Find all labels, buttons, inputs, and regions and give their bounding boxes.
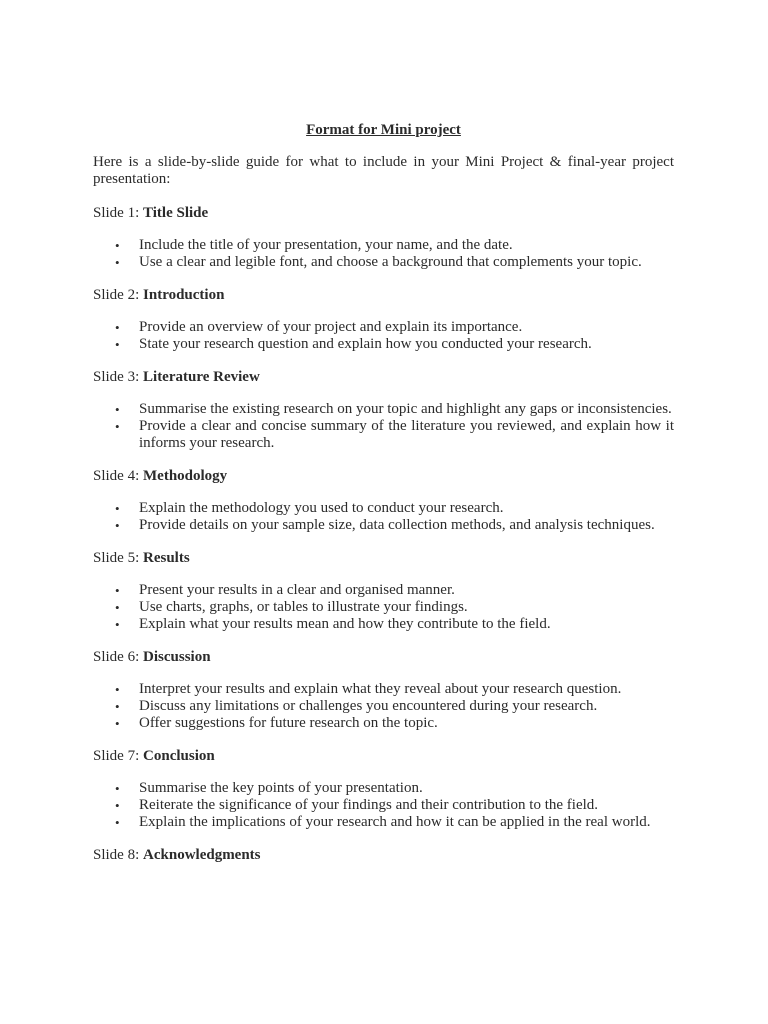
bullet-text: Explain the methodology you used to conduct your research. bbox=[139, 500, 504, 516]
bullet-icon: • bbox=[115, 255, 120, 270]
bullet-item bbox=[93, 599, 674, 616]
slide-heading bbox=[93, 846, 674, 864]
bullet-icon: • bbox=[115, 617, 120, 632]
bullet-icon: • bbox=[115, 501, 120, 516]
slide-name: Results bbox=[143, 550, 190, 566]
bullet-list bbox=[93, 582, 674, 633]
bullet-text: Reiterate the significance of your findings and their contribution to the field. bbox=[139, 797, 599, 813]
bullet-icon: • bbox=[115, 320, 120, 335]
bullet-list bbox=[93, 681, 674, 732]
slide-number-label: Slide 5: bbox=[93, 550, 144, 566]
bullet-text: Discuss any limitations or challenges you encountered during your research. bbox=[139, 698, 598, 714]
bullet-item bbox=[93, 582, 674, 599]
slide-section bbox=[93, 846, 674, 864]
slide-heading bbox=[93, 549, 674, 567]
bullet-item bbox=[93, 336, 674, 353]
bullet-item bbox=[93, 814, 674, 831]
bullet-text: Explain the implications of your research and how it can be applied in the real world. bbox=[139, 814, 651, 830]
bullet-item bbox=[93, 698, 674, 715]
bullet-item bbox=[93, 500, 674, 517]
slide-section bbox=[93, 467, 674, 534]
slide-name: Title Slide bbox=[143, 205, 209, 221]
bullet-text: Provide a clear and concise summary of the literature you reviewed, and explain how it informs your research. bbox=[139, 418, 674, 451]
bullet-text: Use charts, graphs, or tables to illustrate your findings. bbox=[139, 599, 468, 615]
bullet-text: Provide details on your sample size, data collection methods, and analysis techniques. bbox=[139, 517, 655, 533]
bullet-text: Provide an overview of your project and explain its importance. bbox=[139, 319, 523, 335]
slide-heading bbox=[93, 467, 674, 485]
bullet-icon: • bbox=[115, 798, 120, 813]
bullet-text: Include the title of your presentation, your name, and the date. bbox=[139, 237, 513, 253]
bullet-icon: • bbox=[115, 518, 120, 533]
slide-number-label: Slide 3: bbox=[93, 369, 144, 385]
bullet-icon: • bbox=[115, 682, 120, 697]
slide-section bbox=[93, 204, 674, 271]
bullet-icon: • bbox=[115, 600, 120, 615]
bullet-item bbox=[93, 616, 674, 633]
bullet-text: Explain what your results mean and how they contribute to the field. bbox=[139, 616, 551, 632]
bullet-icon: • bbox=[115, 583, 120, 598]
bullet-list bbox=[93, 500, 674, 534]
document-page bbox=[93, 121, 674, 879]
bullet-list bbox=[93, 237, 674, 271]
slide-number-label: Slide 6: bbox=[93, 649, 144, 665]
bullet-item bbox=[93, 401, 674, 418]
bullet-text: Summarise the key points of your presentation. bbox=[139, 780, 423, 796]
bullet-item bbox=[93, 254, 674, 271]
slide-name: Conclusion bbox=[143, 748, 215, 764]
bullet-item bbox=[93, 780, 674, 797]
bullet-text: State your research question and explain how you conducted your research. bbox=[139, 336, 592, 352]
bullet-text: Offer suggestions for future research on the topic. bbox=[139, 715, 438, 731]
bullet-icon: • bbox=[115, 699, 120, 714]
slide-section bbox=[93, 286, 674, 353]
slide-section bbox=[93, 648, 674, 732]
slide-number-label: Slide 2: bbox=[93, 287, 144, 303]
slide-heading bbox=[93, 204, 674, 222]
slide-name: Literature Review bbox=[143, 369, 260, 385]
bullet-item bbox=[93, 797, 674, 814]
slide-number-label: Slide 7: bbox=[93, 748, 144, 764]
slide-name: Acknowledgments bbox=[143, 847, 261, 863]
bullet-icon: • bbox=[115, 337, 120, 352]
bullet-item bbox=[93, 715, 674, 732]
bullet-list bbox=[93, 319, 674, 353]
slide-heading bbox=[93, 648, 674, 666]
slide-heading bbox=[93, 286, 674, 304]
slide-list bbox=[93, 204, 674, 864]
slide-name: Methodology bbox=[143, 468, 228, 484]
slide-number-label: Slide 4: bbox=[93, 468, 144, 484]
bullet-text: Summarise the existing research on your topic and highlight any gaps or inconsistencies. bbox=[139, 401, 672, 417]
intro-paragraph: Here is a slide-by-slide guide for what to include in your Mini Project & final-year project presentation: bbox=[93, 154, 674, 187]
bullet-item bbox=[93, 681, 674, 698]
bullet-icon: • bbox=[115, 815, 120, 830]
bullet-item bbox=[93, 418, 674, 452]
slide-name: Introduction bbox=[143, 287, 225, 303]
slide-section bbox=[93, 368, 674, 452]
bullet-icon: • bbox=[115, 238, 120, 253]
bullet-text: Use a clear and legible font, and choose a background that complements your topic. bbox=[139, 254, 642, 270]
slide-section bbox=[93, 747, 674, 831]
bullet-list bbox=[93, 780, 674, 831]
document-title: Format for Mini project bbox=[306, 122, 461, 138]
slide-heading bbox=[93, 747, 674, 765]
bullet-item bbox=[93, 319, 674, 336]
bullet-item bbox=[93, 237, 674, 254]
bullet-icon: • bbox=[115, 781, 120, 796]
slide-section bbox=[93, 549, 674, 633]
bullet-text: Interpret your results and explain what they reveal about your research question. bbox=[139, 681, 622, 697]
slide-name: Discussion bbox=[143, 649, 211, 665]
bullet-item bbox=[93, 517, 674, 534]
slide-number-label: Slide 8: bbox=[93, 847, 144, 863]
slide-number-label: Slide 1: bbox=[93, 205, 144, 221]
bullet-icon: • bbox=[115, 402, 120, 417]
bullet-icon: • bbox=[115, 419, 120, 434]
bullet-text: Present your results in a clear and organised manner. bbox=[139, 582, 455, 598]
slide-heading bbox=[93, 368, 674, 386]
bullet-icon: • bbox=[115, 716, 120, 731]
bullet-list bbox=[93, 401, 674, 452]
